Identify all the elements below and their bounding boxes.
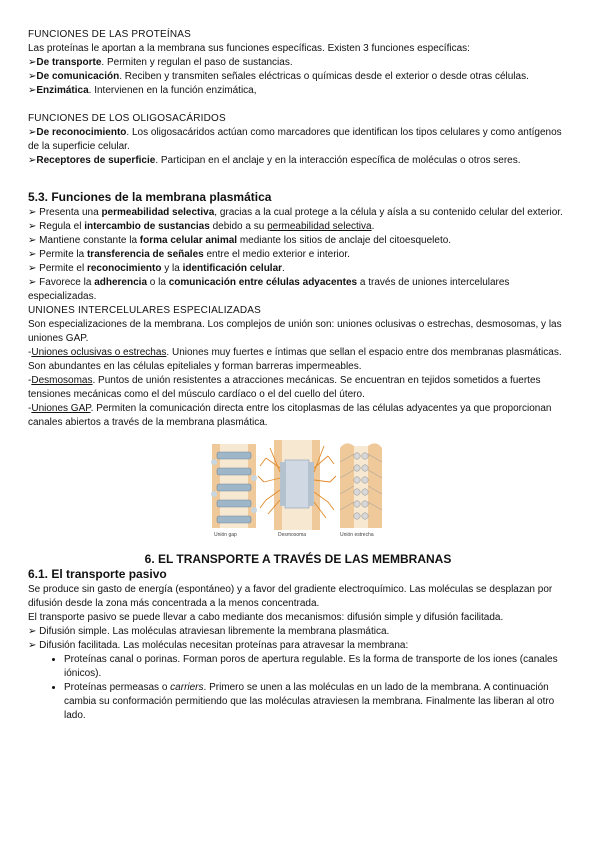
section-title-proteins: FUNCIONES DE LAS PROTEÍNAS [28,29,192,40]
gap-junction-drawing [211,444,257,528]
list-item: ➢ Permite la transferencia de señales entre el medio exterior e interior. [28,248,568,262]
list-item: ➢ Regula el intercambio de sustancias debido a su permeabilidad selectiva. [28,220,568,234]
paragraph: Las proteínas le aportan a la membrana sus funciones específicas. Existen 3 funciones específicas: [28,43,470,54]
caption-tight: Unión estrecha [340,532,374,538]
list-item: ➢ Permite el reconocimiento y la identificación celular. [28,262,568,276]
list-item: • Proteínas permeasas o carriers. Primero se unen a las moléculas en un lado de la membrana. A continuación cambia su conformación permitiendo que las moléculas atraviesen la membrana. Finalmente las liberan al otro lado. [64,681,568,723]
spacer [28,168,568,182]
list-item: ➢ Difusión facilitada. Las moléculas necesitan proteínas para atravesar la membrana: [28,639,568,653]
junctions-image [208,438,388,532]
list-item: ➢ Mantiene constante la forma celular animal mediante los sitios de anclaje del citoesqueleto. [28,234,568,248]
list-item: ➢ Presenta una permeabilidad selectiva, gracias a la cual protege a la célula y aísla a su contenido celular del exterior. [28,206,568,220]
heading-membrane-functions: 5.3. Funciones de la membrana plasmática [28,190,272,204]
document-page [28,28,568,723]
list-item: • Proteínas canal o porinas. Forman poros de apertura regulable. Es la forma de transporte de los iones (canales iónicos). [64,653,568,681]
facilitated-diffusion-list [28,653,568,723]
paragraph: Se produce sin gasto de energía (espontáneo) y a favor del gradiente electroquímico. Las moléculas se desplazan por difusión desde la zona más concentrada a la menos concentrada. [28,584,553,609]
paragraph-gap-junctions: -Uniones GAP. Permiten la comunicación directa entre los citoplasmas de las células adyacentes ya que proporcionan canales abiertos a través de la membrana plasmática. [28,403,552,428]
junctions-illustration [28,438,568,542]
section-title-oligosaccharides: FUNCIONES DE LOS OLIGOSACÁRIDOS [28,113,226,124]
list-item: ➢ De reconocimiento. Los oligosacáridos actúan como marcadores que identifican los tipos celulares y como antígenos de la superficie celular. [28,126,568,154]
tight-junction-drawing [340,443,382,528]
caption-desmosome: Desmosoma [278,532,307,538]
list-item: ➢ Difusión simple. Las moléculas atraviesan libremente la membrana plasmática. [28,625,568,639]
caption-gap: Unión gap [214,532,237,538]
list-item: ➢ Enzimática. Intervienen en la función enzimática, [28,84,568,98]
section-title-junctions: UNIONES INTERCELULARES ESPECIALIZADAS [28,305,262,316]
paragraph-desmosomes: -Desmosomas. Puntos de unión resistentes a atracciones mecánicas. Se encuentran en tejidos sometidos a fuertes tensiones mecánicas como el del músculo cardíaco o el del cuello del útero. [28,375,541,400]
desmosome-drawing [258,440,336,530]
chapter-title: 6. EL TRANSPORTE A TRAVÉS DE LAS MEMBRANAS [144,552,452,566]
list-item: ➢ De comunicación. Reciben y transmiten señales eléctricas o químicas desde el exterior o desde otras células. [28,70,568,84]
list-item: ➢ Receptores de superficie. Participan en el anclaje y en la interacción específica de moléculas o otros seres. [28,154,568,168]
list-item: ➢ De transporte. Permiten y regulan el paso de sustancias. [28,56,568,70]
heading-passive-transport: 6.1. El transporte pasivo [28,567,167,581]
paragraph: El transporte pasivo se puede llevar a cabo mediante dos mecanismos: difusión simple y difusión facilitada. [28,612,504,623]
list-item: ➢ Favorece la adherencia o la comunicación entre células adyacentes a través de uniones intercelulares especializadas. [28,276,568,304]
paragraph-tight-junctions: -Uniones oclusivas o estrechas. Uniones muy fuertes e íntimas que sellan el espacio entre dos membranas plasmáticas. Son abundantes en las células epiteliales y forman barreras impermeables. [28,347,562,372]
paragraph: Son especializaciones de la membrana. Los complejos de unión son: uniones oclusivas o estrechas, desmosomas, y las uniones GAP. [28,319,562,344]
spacer [28,98,568,112]
